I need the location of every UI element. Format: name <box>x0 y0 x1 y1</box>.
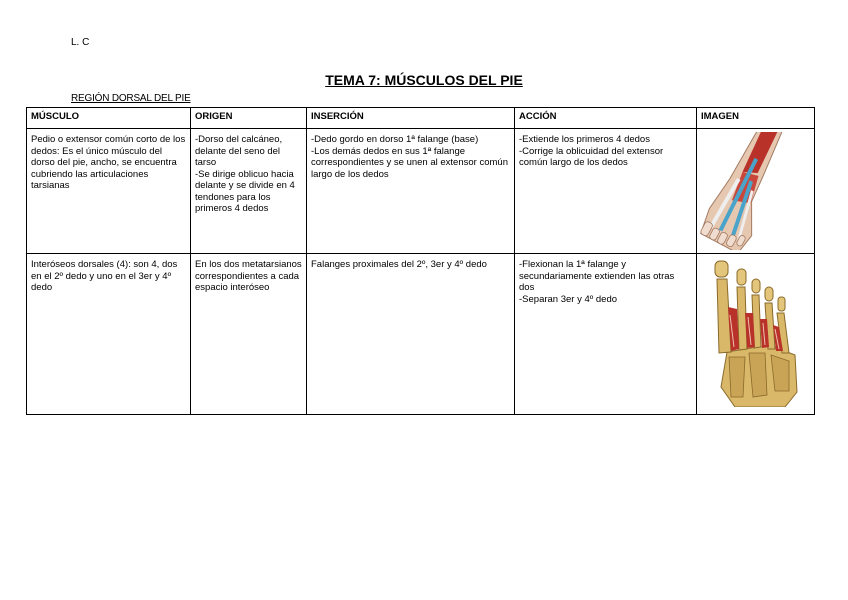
insercion-line: -Dedo gordo en dorso 1ª falange (base) <box>311 134 479 145</box>
column-header-accion: ACCIÓN <box>515 108 697 129</box>
origen-line: -Dorso del calcáneo, delante del seno del tarso <box>195 134 283 168</box>
accion-line: -Flexionan la 1ª falange y secundariamente extienden las otras dos <box>519 259 675 293</box>
insercion-cell <box>307 254 515 415</box>
accion-cell <box>515 129 697 254</box>
origen-cell <box>191 129 307 254</box>
column-header-musculo: MÚSCULO <box>27 108 191 129</box>
foot-skeleton-interossei-illustration <box>699 257 811 407</box>
foot-dorsal-muscle-illustration <box>699 132 811 250</box>
author-initials: L. C <box>71 37 90 48</box>
table-header-row <box>27 108 815 129</box>
column-header-origen: ORIGEN <box>191 108 307 129</box>
musculo-cell: Interóseos dorsales (4): son 4, dos en el 2º dedo y uno en el 3er y 4º dedo <box>27 254 191 415</box>
table-row <box>27 129 815 254</box>
origen-line: En los dos metatarsianos correspondientes a cada espacio interóseo <box>195 259 302 293</box>
insercion-line: -Los demás dedos en sus 1ª falange correspondientes y se unen al extensor común largo de los dedos <box>311 145 508 180</box>
accion-line: -Corrige la oblicuidad del extensor común largo de los dedos <box>519 145 664 168</box>
insercion-line: Falanges proximales del 2º, 3er y 4º dedo <box>311 259 487 270</box>
muscles-table <box>26 107 815 415</box>
imagen-cell <box>697 254 815 415</box>
page-title: TEMA 7: MÚSCULOS DEL PIE <box>325 72 523 88</box>
column-header-imagen: IMAGEN <box>697 108 815 129</box>
table-row <box>27 254 815 415</box>
musculo-cell: Pedio o extensor común corto de los dedos: Es el único músculo del dorso del pie, ancho, se encuentra cubriendo las articulaciones tarsianas <box>27 129 191 254</box>
accion-line: -Separan 3er y 4º dedo <box>519 293 618 305</box>
section-subtitle: REGIÓN DORSAL DEL PIE <box>71 93 191 104</box>
accion-cell <box>515 254 697 415</box>
imagen-cell <box>697 129 815 254</box>
origen-cell <box>191 254 307 415</box>
accion-line: -Extiende los primeros 4 dedos <box>519 134 650 145</box>
insercion-cell <box>307 129 515 254</box>
origen-line: -Se dirige oblicuo hacia delante y se divide en 4 tendones para los primeros 4 dedos <box>195 168 295 214</box>
column-header-insercion: INSERCIÓN <box>307 108 515 129</box>
